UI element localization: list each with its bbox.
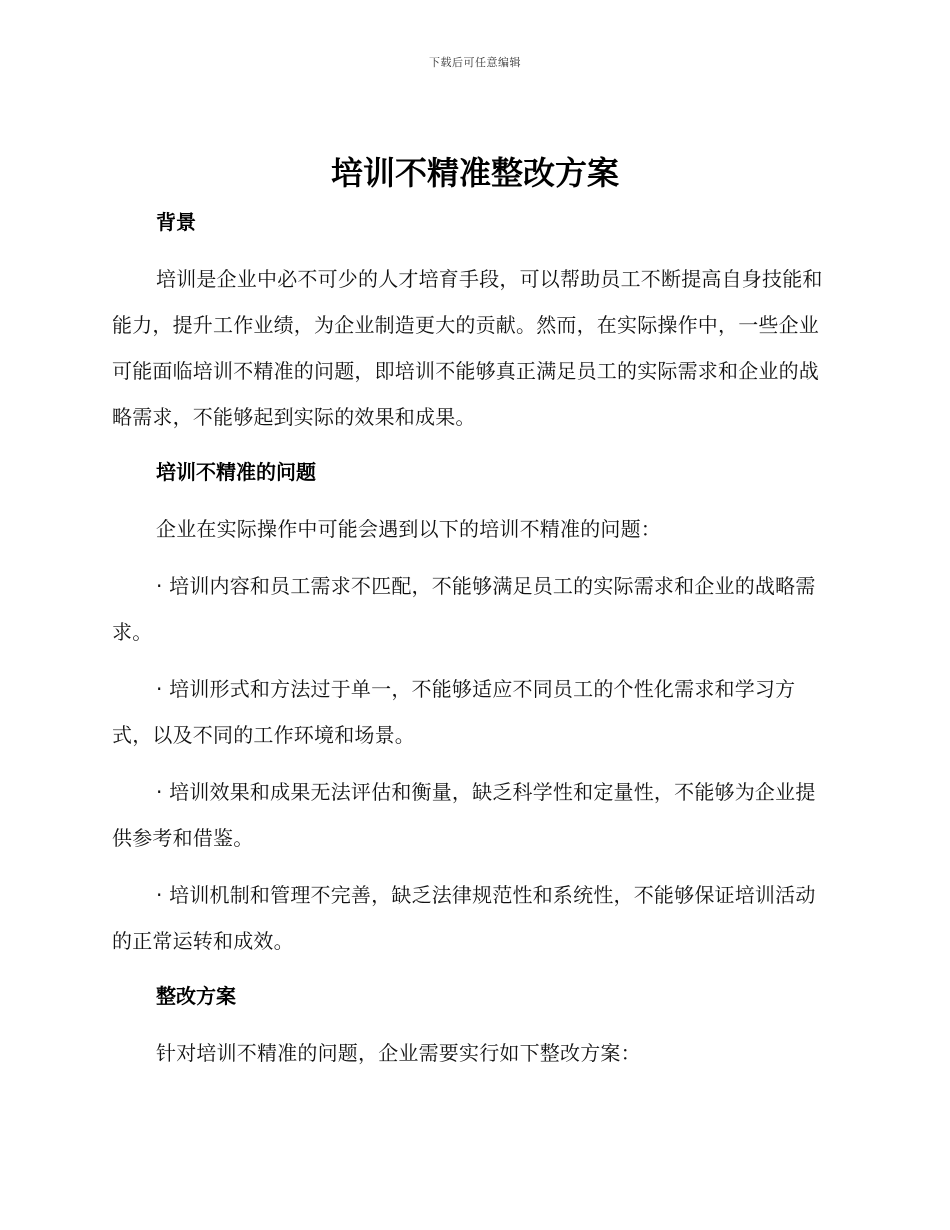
section-heading-rectification-plan: 整改方案 <box>156 984 236 1008</box>
section-heading-background: 背景 <box>156 210 196 234</box>
list-item-problem-single-method: · 培训形式和方法过于单一，不能够适应不同员工的个性化需求和学习方式，以及不同的工作环境和场景。 <box>112 677 796 747</box>
page-header-note: 下载后可任意编辑 <box>429 56 521 69</box>
section-heading-problems: 培训不精准的问题 <box>156 460 316 484</box>
paragraph-problems-intro: 企业在实际操作中可能会遇到以下的培训不精准的问题： <box>156 517 661 541</box>
list-item-problem-no-evaluation: · 培训效果和成果无法评估和衡量，缺乏科学性和定量性，不能够为企业提供参考和借鉴。 <box>112 780 816 850</box>
paragraph-plan-intro: 针对培训不精准的问题，企业需要实行如下整改方案： <box>156 1041 641 1065</box>
list-item-problem-weak-mechanism: · 培训机制和管理不完善，缺乏法律规范性和系统性，不能够保证培训活动的正常运转和成效。 <box>112 883 816 953</box>
paragraph-background-intro: 培训是企业中必不可少的人才培育手段，可以帮助员工不断提高自身技能和能力，提升工作业绩，为企业制造更大的贡献。然而，在实际操作中，一些企业可能面临培训不精准的问题，即培训不能够真正满足员工的实际需求和企业的战略需求，不能够起到实际的效果和成果。 <box>112 267 823 429</box>
document-title: 培训不精准整改方案 <box>330 154 619 192</box>
list-item-problem-content-mismatch: · 培训内容和员工需求不匹配，不能够满足员工的实际需求和企业的战略需求。 <box>112 574 816 644</box>
